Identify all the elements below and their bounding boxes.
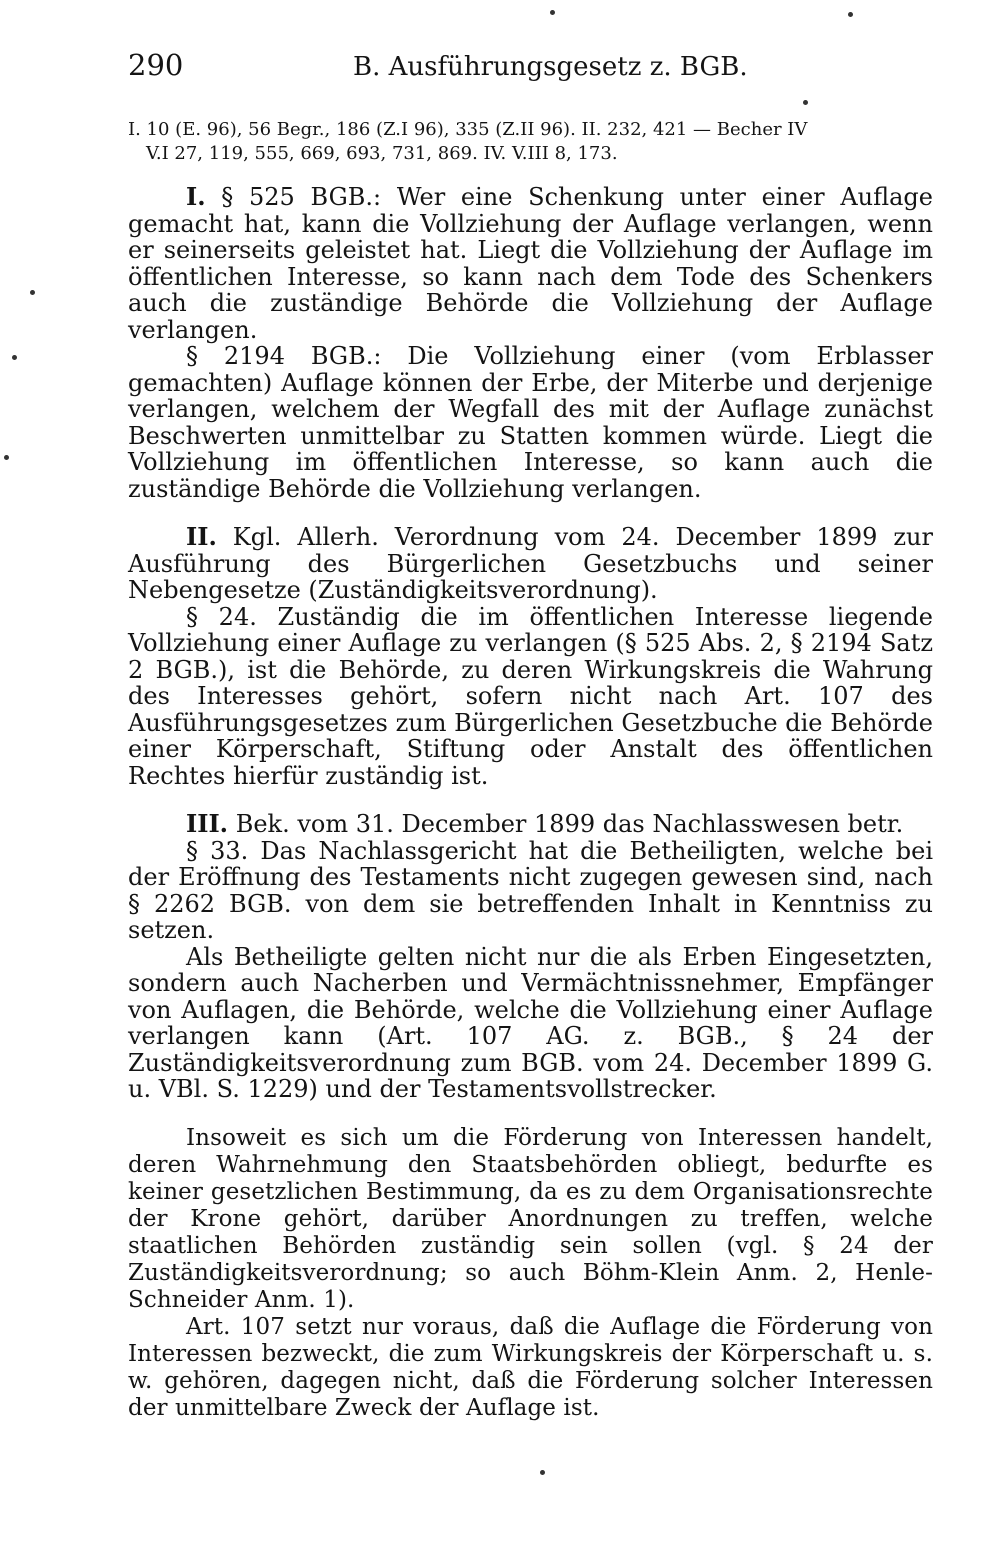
paragraph: Insoweit es sich um die Förderung von Interessen handelt, deren Wahrnehmung den Staatsbehörden obliegt, bedurfte es keiner gesetzlichen Bestimmung, da es zu dem Organisationsrechte der Krone gehört, darüber Anordnungen zu treffen, welche staatlichen Behörden zuständig sein sollen (vgl. § 24 der Zuständigkeitsverordnung; so auch Böhm-Klein Anm. 2, Henle-Schneider Anm. 1). [128, 1124, 933, 1313]
section-numeral: III. [186, 809, 229, 838]
reference-line: V.I 27, 119, 555, 669, 693, 731, 869. IV. V.III 8, 173. [146, 143, 618, 164]
section-numeral: I. [186, 182, 206, 211]
paragraph-text: Kgl. Allerh. Verordnung vom 24. December 1899 zur Ausführung des Bürgerlichen Gesetzbuchs und seiner Nebengesetze (Zuständigkeitsverordnung). [128, 523, 933, 604]
section-i [128, 184, 933, 502]
paragraph: Als Betheiligte gelten nicht nur die als Erben Eingesetzten, sondern auch Nacherben und Vermächtnissnehmer, Empfänger von Auflagen, die Behörde, welche die Vollziehung einer Auflage verlangen kann (Art. 107 AG. z. BGB., § 24 der Zuständigkeitsverordnung zum BGB. vom 24. December 1899 G. u. VBl. S. 1229) und der Testamentsvollstrecker. [128, 942, 933, 1103]
commentary [128, 1125, 933, 1422]
paragraph: Art. 107 setzt nur voraus, daß die Auflage die Förderung von Interessen bezweckt, die zum Wirkungskreis der Körperschaft u. s. w. gehören, dagegen nicht, daß die Förderung solcher Interessen der unmittelbare Zweck der Auflage ist. [128, 1313, 933, 1421]
section-iii [128, 811, 933, 1103]
paragraph: § 33. Das Nachlassgericht hat die Betheiligten, welche bei der Eröffnung des Testaments nicht zugegen gewesen sind, nach § 2262 BGB. von dem sie betreffenden Inhalt in Kenntniss zu setzen. [128, 836, 933, 944]
paragraph [128, 524, 933, 604]
paragraph [128, 811, 933, 838]
reference-line: I. 10 (E. 96), 56 Begr., 186 (Z.I 96), 335 (Z.II 96). II. 232, 421 — Becher IV [128, 119, 808, 140]
paragraph: § 2194 BGB.: Die Vollziehung einer (vom Erblasser gemachten) Auflage können der Erbe, der Miterbe und derjenige verlangen, welchem der Wegfall des mit der Auflage zunächst Beschwerten unmittelbar zu Statten kommen würde. Liegt die Vollziehung im öffentlichen Interesse, so kann auch die zuständige Behörde die Vollziehung verlangen. [128, 342, 933, 503]
document-page [128, 48, 933, 1422]
page-number: 290 [128, 48, 184, 82]
page-header [128, 48, 933, 106]
paragraph-text: § 525 BGB.: Wer eine Schenkung unter einer Auflage gemacht hat, kann die Vollziehung der Auflage verlangen, wenn er seinerseits geleistet hat. Liegt die Vollziehung der Auflage im öffentlichen Interesse, so kann nach dem Tode des Schenkers auch die zuständige Behörde die Vollziehung der Auflage verlangen. [128, 183, 933, 344]
section-numeral: II. [186, 522, 217, 551]
section-ii [128, 524, 933, 789]
running-title: B. Ausführungsgesetz z. BGB. [353, 52, 748, 82]
paragraph: § 24. Zuständig die im öffentlichen Interesse liegende Vollziehung einer Auflage zu verlangen (§ 525 Abs. 2, § 2194 Satz 2 BGB.), ist die Behörde, zu deren Wirkungskreis die Wahrung des Interesses gehört, sofern nicht nach Art. 107 des Ausführungsgesetzes zum Bürgerlichen Gesetzbuche die Behörde einer Körperschaft, Stiftung oder Anstalt des öffentlichen Rechtes hierfür zuständig ist. [128, 602, 933, 790]
reference-list [128, 118, 933, 166]
paragraph-text: Bek. vom 31. December 1899 das Nachlasswesen betr. [235, 810, 904, 838]
paragraph [128, 184, 933, 343]
